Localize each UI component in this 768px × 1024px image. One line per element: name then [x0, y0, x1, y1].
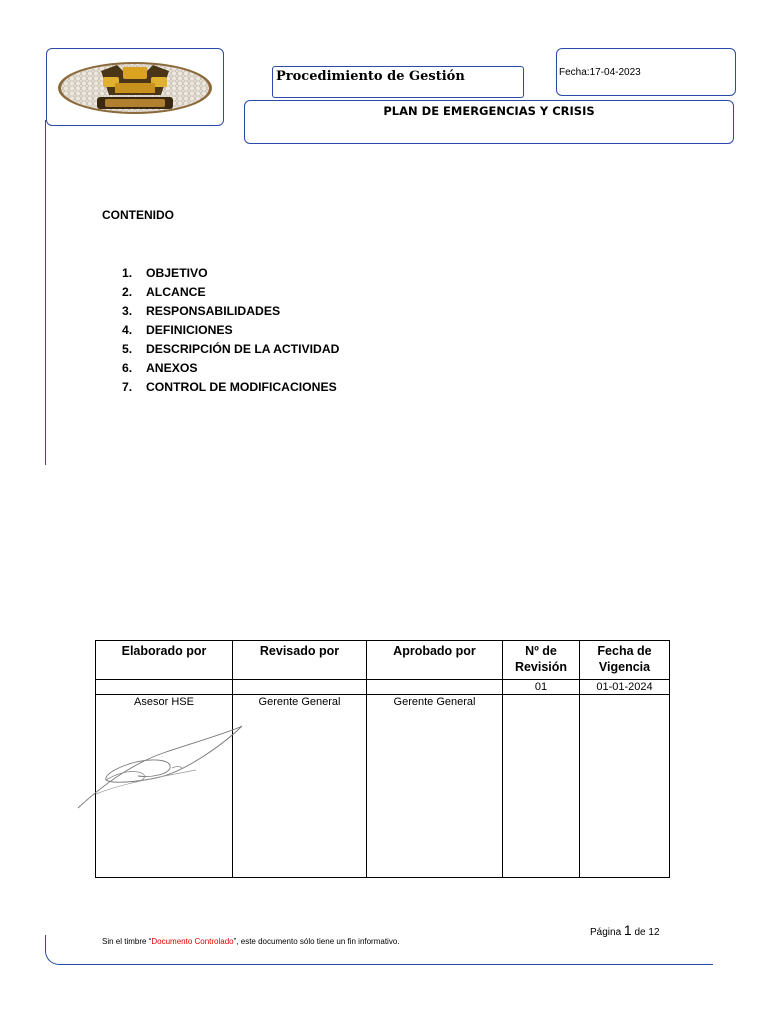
left-margin-rule	[45, 120, 46, 465]
revisado-name: Gerente General	[233, 695, 367, 878]
header-fecha-vigencia: Fecha de Vigencia	[580, 641, 670, 680]
procedure-title-box	[272, 66, 524, 98]
toc-item: 4. DEFINICIONES	[122, 323, 233, 337]
logo-frame	[46, 48, 224, 126]
toc-item: 3. RESPONSABILIDADES	[122, 304, 281, 318]
table-row	[96, 680, 670, 695]
elaborado-name: Asesor HSE	[96, 695, 233, 878]
company-logo	[57, 61, 213, 115]
table-of-contents	[122, 264, 339, 397]
plan-title-box	[244, 100, 734, 144]
handwritten-signature	[76, 722, 246, 812]
document-date: Fecha:17-04-2023	[559, 67, 641, 78]
effective-date: 01-01-2024	[580, 680, 670, 695]
toc-item: 2. ALCANCE	[122, 285, 206, 299]
toc-item: 7. CONTROL DE MODIFICACIONES	[122, 380, 337, 394]
toc-item: 1. OBJETIVO	[122, 266, 208, 280]
date-box	[556, 48, 736, 96]
procedure-title: Procedimiento de Gestión	[276, 69, 465, 84]
table-cell	[233, 680, 367, 695]
table-cell	[580, 695, 670, 878]
page-number: Página 1 de 12	[590, 922, 660, 938]
table-header-row	[96, 641, 670, 680]
header-elaborado: Elaborado por	[96, 641, 233, 680]
header-revision-number: Nº de Revisión	[503, 641, 580, 680]
revision-number: 01	[503, 680, 580, 695]
table-cell	[96, 680, 233, 695]
header-revisado: Revisado por	[233, 641, 367, 680]
contents-heading: CONTENIDO	[102, 208, 174, 222]
header-aprobado: Aprobado por	[367, 641, 503, 680]
footer-note: Sin el timbre “Documento Controlado”, este documento sólo tiene un fin informativo.	[102, 937, 400, 946]
toc-item: 6. ANEXOS	[122, 361, 198, 375]
toc-item: 5. DESCRIPCIÓN DE LA ACTIVIDAD	[122, 342, 340, 356]
table-cell	[503, 695, 580, 878]
plan-title: PLAN DE EMERGENCIAS Y CRISIS	[383, 104, 595, 118]
table-cell	[367, 680, 503, 695]
aprobado-name: Gerente General	[367, 695, 503, 878]
controlled-document-label: Documento Controlado	[151, 937, 234, 946]
